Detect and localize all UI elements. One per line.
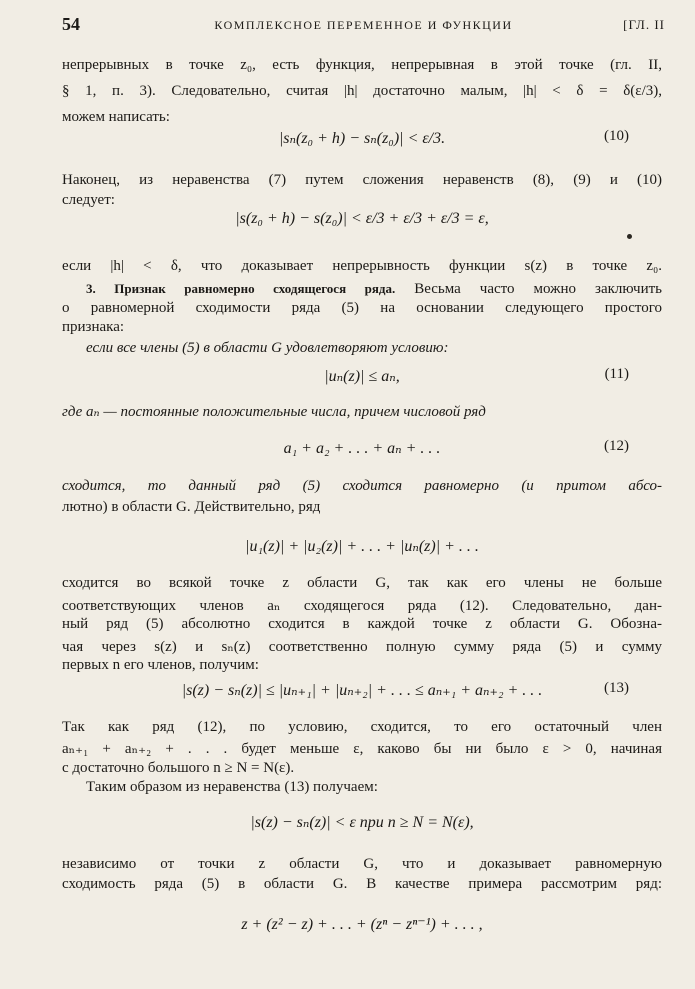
theorem-line: где aₙ — постоянные положительные числа, причем числовой ряд <box>62 404 486 420</box>
text-line: можем написать: <box>62 109 170 125</box>
text-line: о равномерной сходимости ряда (5) на основании следующего простого <box>62 300 662 316</box>
equation-final <box>62 812 662 832</box>
equation-text: |u₁(z)| + |u₂(z)| + . . . + |uₙ(z)| + . . . <box>245 538 479 555</box>
text-line: Так как ряд (12), по условию, сходится, то его остаточный член <box>62 719 662 735</box>
equation-10 <box>62 128 662 148</box>
equation-number: (10) <box>604 128 629 144</box>
speck-mark <box>627 234 632 239</box>
theorem-line: если все члены (5) в области G удовлетворяют условию: <box>86 340 449 356</box>
equation-text: |s(z) − sₙ(z)| < ε при n ≥ N = N(ε), <box>250 814 474 831</box>
equation-example <box>62 914 662 934</box>
text-line: сходимость ряда (5) в области G. В качестве примера рассмотрим ряд: <box>62 876 662 892</box>
equation-13 <box>62 680 662 700</box>
text-line: § 1, п. 3). Следовательно, считая |h| достаточно малым, |h| < δ = δ(ε/3), <box>62 83 662 99</box>
chapter-marker: [ГЛ. II <box>623 17 665 32</box>
equation-text: |sₙ(z₀ + h) − sₙ(z₀)| < ε/3. <box>278 130 446 147</box>
text-line: соответствующих членов aₙ сходящегося ряда (12). Следовательно, дан- <box>62 598 662 614</box>
equation-text: a₁ + a₂ + . . . + aₙ + . . . <box>283 440 441 457</box>
text-line: Таким образом из неравенства (13) получаем: <box>86 779 378 795</box>
text-line: Наконец, из неравенства (7) путем сложения неравенств (8), (9) и (10) <box>62 172 662 188</box>
theorem-line: сходится, то данный ряд (5) сходится равномерно (и притом абсо- <box>62 478 662 494</box>
running-header <box>62 14 665 38</box>
text-line: независимо от точки z области G, что и доказывает равномерную <box>62 856 662 872</box>
equation-number: (12) <box>604 438 629 454</box>
equation-text: z + (z² − z) + . . . + (zⁿ − zⁿ⁻¹) + . . . , <box>241 916 483 933</box>
page-number: 54 <box>62 14 80 34</box>
text-line: следует: <box>62 192 115 208</box>
equation-number: (11) <box>604 366 629 382</box>
running-title: КОМПЛЕКСНОЕ ПЕРЕМЕННОЕ И ФУНКЦИИ <box>214 18 513 32</box>
equation-number: (13) <box>604 680 629 696</box>
text-line: ный ряд (5) абсолютно сходится в каждой точке z области G. Обозна- <box>62 616 662 632</box>
section-heading: 3. Признак равномерно сходящегося ряда. <box>86 281 396 296</box>
section-text: Весьма часто можно заключить <box>414 281 662 297</box>
text-line: с достаточно большого n ≥ N = N(ε). <box>62 760 295 776</box>
text-line: лютно) в области G. Действительно, ряд <box>62 499 321 515</box>
text-line: непрерывных в точке z₀, есть функция, непрерывная в этой точке (гл. II, <box>62 57 662 73</box>
text-line: сходится во всякой точке z области G, так как его члены не больше <box>62 575 662 591</box>
equation-abs <box>62 536 662 556</box>
text-line: если |h| < δ, что доказывает непрерывность функции s(z) в точке z₀. <box>62 258 662 274</box>
text-line: признака: <box>62 319 125 335</box>
equation-sum <box>62 210 662 228</box>
text-line: первых n его членов, получим: <box>62 657 259 673</box>
text-line: чая через s(z) и sₙ(z) соответственно полную сумму ряда (5) и сумму <box>62 639 662 655</box>
text-line: aₙ₊₁ + aₙ₊₂ + . . . будет меньше ε, каково бы ни было ε > 0, начиная <box>62 741 662 757</box>
equation-text: |uₙ(z)| ≤ aₙ, <box>324 368 400 385</box>
text-line <box>86 281 662 298</box>
equation-11 <box>62 366 662 386</box>
equation-text: |s(z) − sₙ(z)| ≤ |uₙ₊₁| + |uₙ₊₂| + . . . ≤ aₙ₊₁ + aₙ₊₂ + . . . <box>181 682 543 699</box>
equation-text: |s(z₀ + h) − s(z₀)| < ε/3 + ε/3 + ε/3 = ε, <box>235 210 489 227</box>
equation-12 <box>62 438 662 458</box>
